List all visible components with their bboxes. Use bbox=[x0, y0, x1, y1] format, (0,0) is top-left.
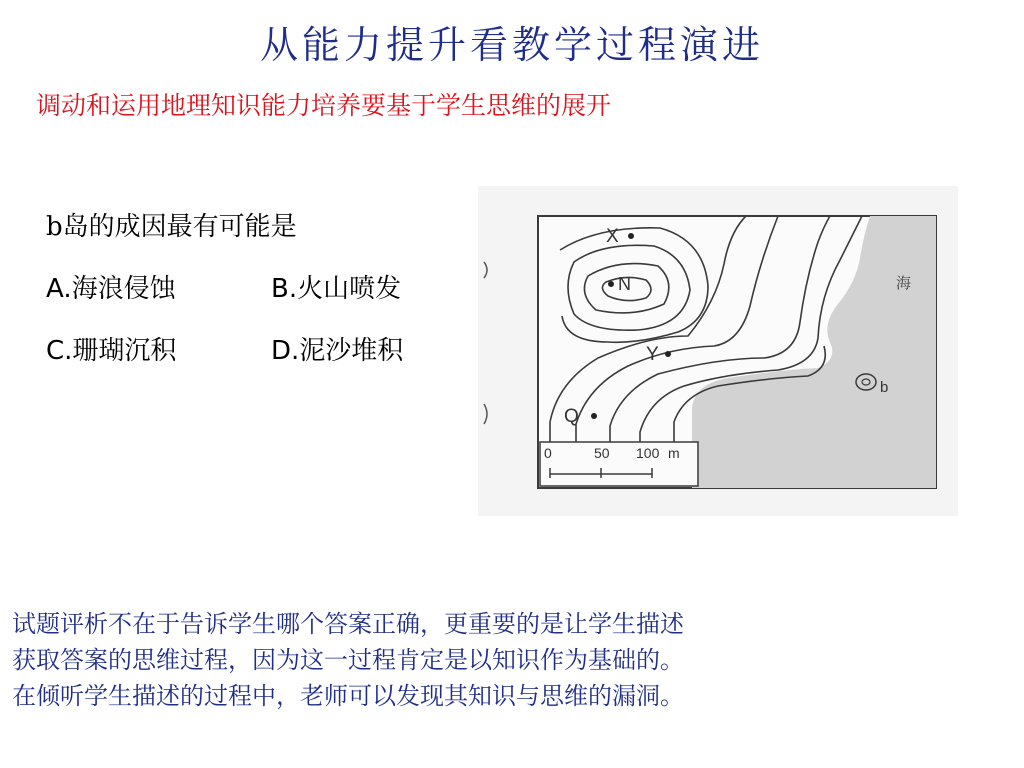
option-b-letter: B. bbox=[271, 274, 298, 304]
point-x-label: X bbox=[606, 226, 619, 247]
option-a-text: 海浪侵蚀 bbox=[71, 274, 176, 304]
option-b bbox=[271, 258, 401, 320]
question-block bbox=[46, 196, 403, 382]
options-row-1 bbox=[46, 258, 403, 320]
commentary-block bbox=[12, 606, 1012, 714]
commentary-line: 获取答案的思维过程，因为这一过程肯定是以知识作为基础的。 bbox=[12, 646, 684, 674]
options-row-2 bbox=[46, 320, 403, 382]
option-b-text: 火山喷发 bbox=[297, 274, 402, 304]
point-q-label: Q bbox=[564, 406, 579, 427]
option-c bbox=[46, 320, 271, 382]
contour-map bbox=[478, 186, 958, 516]
option-c-text: 珊瑚沉积 bbox=[72, 336, 177, 366]
point-n-dot bbox=[608, 281, 614, 287]
scale-tick-0: 0 bbox=[544, 445, 552, 461]
island-b-label: b bbox=[880, 379, 889, 396]
point-q-dot bbox=[591, 413, 597, 419]
question-stem bbox=[46, 196, 403, 258]
scale-unit: m bbox=[668, 445, 680, 461]
sea-label: 海 bbox=[896, 274, 912, 292]
slide-subtitle: 调动和运用地理知识能力培养要基于学生思维的展开 bbox=[36, 91, 612, 120]
slide-title: 从能力提升看教学过程演进 bbox=[259, 23, 764, 67]
commentary-line: 试题评析不在于告诉学生哪个答案正确，更重要的是让学生描述 bbox=[12, 610, 684, 638]
commentary-line: 在倾听学生描述的过程中，老师可以发现其知识与思维的漏洞。 bbox=[12, 682, 684, 710]
point-x-dot bbox=[628, 233, 634, 239]
option-d bbox=[271, 320, 403, 382]
question-stem-text: b岛的成因最有可能是 bbox=[46, 212, 297, 242]
option-d-letter: D. bbox=[271, 336, 300, 366]
scale-tick-50: 50 bbox=[594, 445, 610, 461]
point-n-label: N bbox=[618, 274, 631, 294]
option-c-letter: C. bbox=[46, 336, 73, 366]
point-y-dot bbox=[665, 351, 671, 357]
scale-tick-100: 100 bbox=[636, 445, 660, 461]
point-y-label: Y bbox=[646, 344, 659, 365]
option-a bbox=[46, 258, 271, 320]
option-a-letter: A. bbox=[46, 274, 72, 304]
option-d-text: 泥沙堆积 bbox=[299, 336, 404, 366]
